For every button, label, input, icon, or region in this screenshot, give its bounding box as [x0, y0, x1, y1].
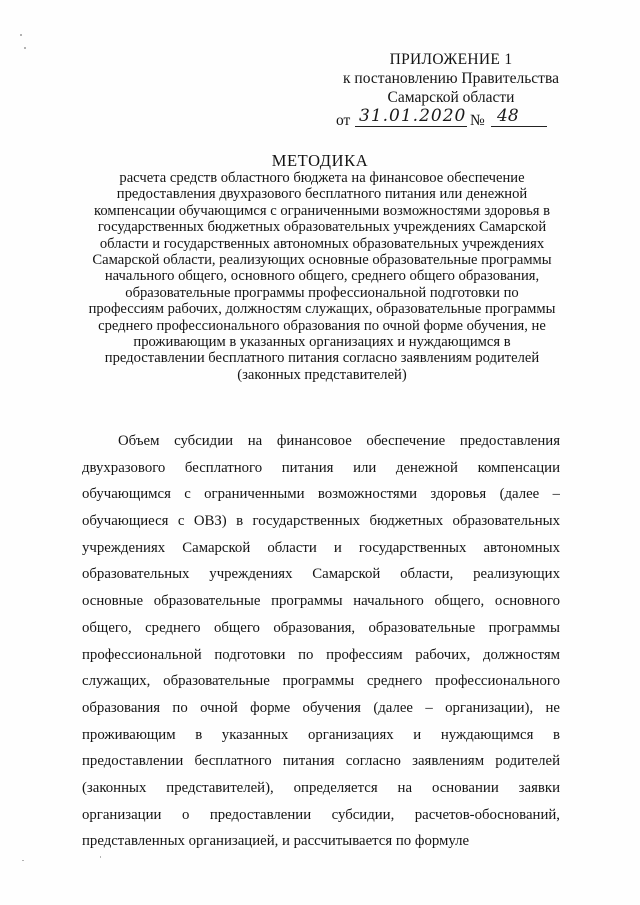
body-line: профессиональной подготовки по профессиям рабочих, должностям: [82, 646, 560, 663]
scan-speck: [100, 856, 101, 858]
body-line: общего, среднего общего образования, образовательные программы: [82, 619, 560, 636]
body-line: учреждениях Самарской области и государственных автономных: [82, 539, 560, 556]
body-line: служащих, образовательные программы среднего профессионального: [82, 673, 560, 690]
subtitle-line: государственных бюджетных образовательных учреждениях Самарской: [97, 219, 547, 236]
body-paragraph: [82, 428, 560, 855]
subtitle-line: проживающим в указанных организациях и нуждающимся в: [133, 334, 511, 351]
body-line: двухразового бесплатного питания или денежной компенсации: [82, 459, 560, 476]
body-line: Объем субсидии на финансовое обеспечение предоставления: [118, 433, 560, 449]
methodology-title: МЕТОДИКА: [271, 151, 369, 170]
body-line: образовательных учреждениях Самарской области, реализующих: [82, 566, 560, 583]
subtitle-line: области и государственных автономных образовательных учреждениях: [99, 235, 545, 252]
subtitle-line: предоставлении бесплатного питания согласно заявлениям родителей: [104, 350, 540, 367]
body-line: предоставлении бесплатного питания согласно заявлениям родителей: [82, 753, 560, 770]
subtitle-line: компенсации обучающимся с ограниченными возможностями здоровья в: [93, 202, 550, 219]
methodology-subtitle: [70, 170, 574, 383]
number-sign: №: [470, 112, 485, 129]
body-line: представленных организацией, и рассчитывается по формуле: [82, 833, 470, 850]
body-line: образования по очной форме обучения (далее – организации), не: [82, 699, 560, 716]
scan-speck: [24, 47, 26, 49]
scan-speck: [22, 860, 24, 861]
date-prefix: от: [336, 112, 351, 129]
subtitle-line: образовательные программы профессиональной подготовки по: [125, 284, 519, 301]
appendix-header: [336, 50, 566, 131]
body-line: организации о предоставлении субсидии, расчетов-обоснований,: [82, 806, 560, 823]
body-line: проживающим в указанных организациях и нуждающимся в: [82, 726, 560, 743]
appendix-title: ПРИЛОЖЕНИЕ 1: [389, 51, 513, 68]
subtitle-line: среднего профессионального образования по очной форме обучения, не: [98, 317, 546, 334]
subtitle-line: профессиям рабочих, должностям служащих, образовательные программы: [88, 301, 556, 318]
subtitle-line: предоставления двухразового бесплатного питания или денежной: [116, 186, 528, 203]
body-line: основные образовательные программы начального общего, основного: [82, 593, 560, 610]
handwritten-number: 48: [491, 107, 547, 127]
handwritten-date: 31.01.2020: [355, 107, 467, 127]
body-line: обучающимся с ограниченными возможностями здоровья (далее –: [82, 486, 560, 503]
subtitle-line: расчета средств областного бюджета на финансовое обеспечение: [119, 170, 525, 186]
appendix-region-line: Самарской области: [387, 89, 515, 106]
subtitle-line: начального общего, основного общего, среднего общего образования,: [104, 268, 540, 285]
subtitle-line: Самарской области, реализующих основные образовательные программы: [92, 252, 552, 269]
subtitle-line: (законных представителей): [237, 366, 407, 383]
resolution-date-number-line: [336, 106, 566, 131]
body-line: (законных представителей), определяется на основании заявки: [82, 779, 560, 796]
scan-speck: [20, 34, 22, 36]
appendix-resolution-line: к постановлению Правительства: [343, 70, 559, 87]
body-line: обучающиеся с ОВЗ) в государственных бюджетных образовательных: [82, 513, 560, 530]
